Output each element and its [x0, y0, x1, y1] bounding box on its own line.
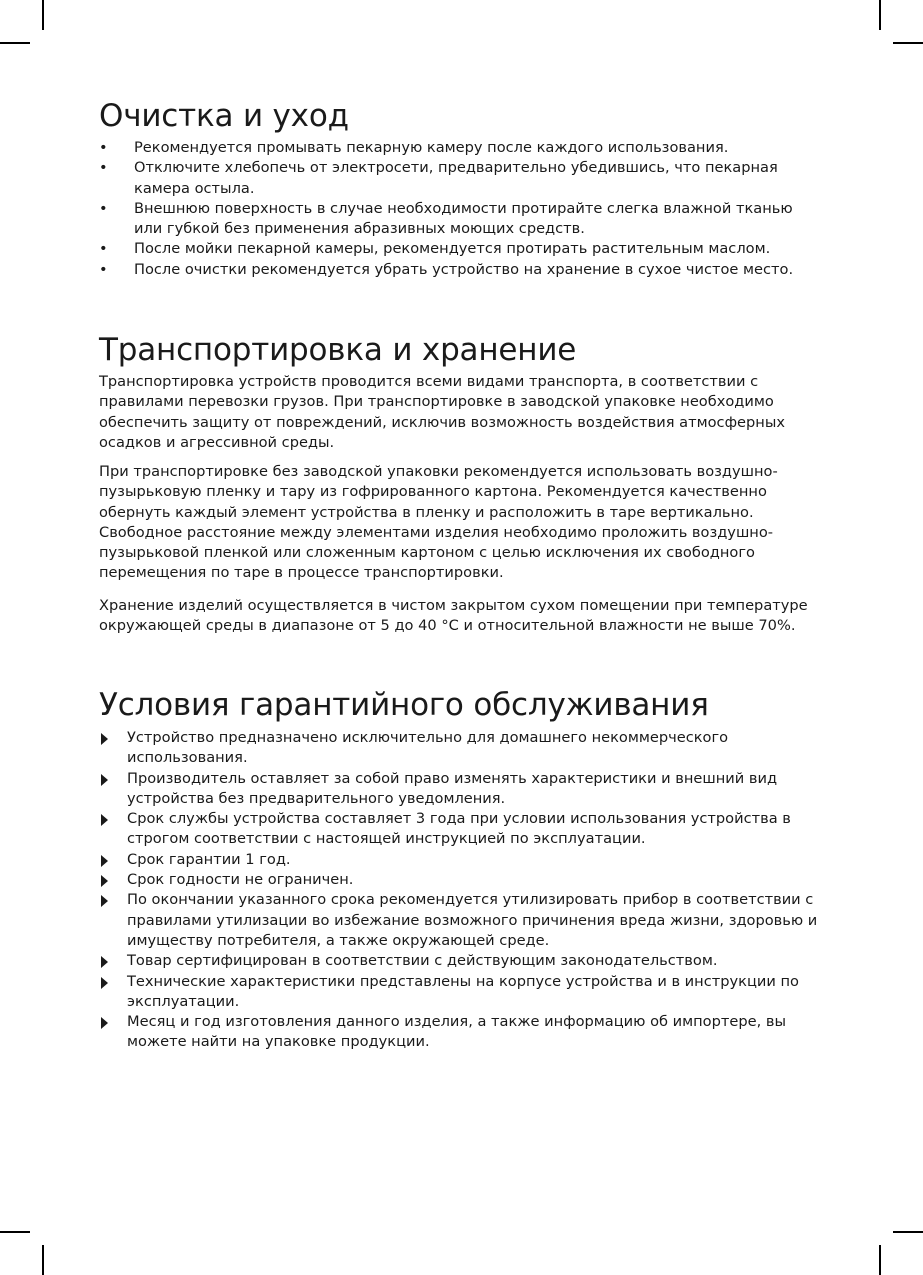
- warranty-item-text: Месяц и год изготовления данного изделия, а также информацию об импортере, вы можете найти на упаковке продукции.: [127, 1013, 786, 1051]
- warranty-item-text: Устройство предназначено исключительно для домашнего некоммерческого использования.: [127, 729, 729, 767]
- crop-mark-bottom-left-horizontal: [0, 1231, 30, 1233]
- warranty-item-text: Срок службы устройства составляет 3 года при условии использования устройства в строгом соответствии с настоящей инструкцией по эксплуатации.: [127, 810, 791, 848]
- warranty-item-text: Товар сертифицирован в соответствии с действующим законодательством.: [127, 952, 718, 970]
- bullet-dot: •: [99, 139, 108, 156]
- warranty-list: [99, 728, 829, 1053]
- crop-mark-top-right-horizontal: [893, 42, 923, 44]
- crop-mark-bottom-left-vertical: [42, 1245, 44, 1275]
- storage-paragraph: Хранение изделий осуществляется в чистом закрытом сухом помещении при температуре окружающей среды в диапазоне от 5 до 40 °С и относительной влажности не выше 70%.: [99, 597, 808, 635]
- triangle-bullet-icon: [101, 855, 108, 867]
- list-item: [99, 260, 819, 280]
- cleaning-title: Очистка и уход: [99, 98, 349, 134]
- triangle-bullet-icon: [101, 977, 108, 989]
- crop-mark-top-left-vertical: [42, 0, 44, 30]
- list-item: [99, 850, 829, 870]
- crop-mark-top-right-vertical: [879, 0, 881, 30]
- warranty-item-text: Производитель оставляет за собой право изменять характеристики и внешний вид устройства без предварительного уведомления.: [127, 769, 778, 807]
- triangle-bullet-icon: [101, 895, 108, 907]
- warranty-item-text: Технические характеристики представлены на корпусе устройства и в инструкции по эксплуатации.: [127, 972, 799, 1010]
- triangle-bullet-icon: [101, 875, 108, 887]
- warranty-item-text: По окончании указанного срока рекомендуется утилизировать прибор в соответствии с правилами утилизации во избежание возможного причинения вреда жизни, здоровью и имуществу потребителя, а также окружающей среде.: [127, 891, 818, 949]
- bullet-dot: •: [99, 199, 108, 217]
- list-item: [99, 890, 829, 951]
- list-item: [99, 239, 819, 259]
- triangle-bullet-icon: [101, 1017, 108, 1029]
- list-item: [99, 199, 819, 240]
- bullet-dot: •: [99, 240, 108, 258]
- triangle-bullet-icon: [101, 733, 108, 745]
- triangle-bullet-icon: [101, 814, 108, 826]
- transport-paragraph-2: При транспортировке без заводской упаковки рекомендуется использовать воздушно-пузырьковую пленку и тару из гофрированного картона. Рекомендуется качественно обернуть каждый элемент устройства в пленку и расположить в таре вертикально. Свободное расстояние между элементами изделия необходимо проложить воздушно-пузырьковой пленкой или сложенным картоном с целью исключения их свободного перемещения по таре в процессе транспортировки.: [99, 463, 778, 582]
- crop-mark-top-left-horizontal: [0, 42, 30, 44]
- list-item: [99, 809, 829, 850]
- cleaning-item-text: Отключите хлебопечь от электросети, предварительно убедившись, что пекарная камера остыла.: [134, 159, 778, 197]
- list-item: [99, 769, 829, 810]
- crop-mark-bottom-right-horizontal: [893, 1231, 923, 1233]
- triangle-bullet-icon: [101, 956, 108, 968]
- list-item: [99, 728, 829, 769]
- bullet-dot: •: [99, 159, 108, 177]
- cleaning-item-text: Рекомендуется промывать пекарную камеру после каждого использования.: [134, 139, 729, 156]
- list-item: [99, 158, 819, 199]
- transport-title: Транспортировка и хранение: [99, 332, 577, 368]
- transport-paragraph-1: Транспортировка устройств проводится всеми видами транспорта, в соответствии с правилами перевозки грузов. При транспортировке в заводской упаковке необходимо обеспечить защиту от повреждений, исключив возможность воздействия атмосферных осадков и агрессивной среды.: [99, 373, 785, 451]
- list-item: [99, 1012, 829, 1053]
- list-item: [99, 972, 829, 1013]
- list-item: [99, 138, 819, 158]
- cleaning-item-text: Внешнюю поверхность в случае необходимости протирайте слегка влажной тканью или губкой без применения абразивных моющих средств.: [134, 199, 793, 238]
- list-item: [99, 951, 829, 971]
- crop-mark-bottom-right-vertical: [879, 1245, 881, 1275]
- cleaning-item-text: После очистки рекомендуется убрать устройство на хранение в сухое чистое место.: [134, 260, 794, 278]
- warranty-item-text: Срок гарантии 1 год.: [127, 850, 291, 868]
- bullet-dot: •: [99, 260, 108, 278]
- cleaning-item-text: После мойки пекарной камеры, рекомендуется протирать растительным маслом.: [134, 240, 771, 258]
- warranty-title: Условия гарантийного обслуживания: [99, 687, 709, 723]
- triangle-bullet-icon: [101, 774, 108, 786]
- cleaning-list: [99, 138, 819, 280]
- list-item: [99, 870, 829, 890]
- warranty-item-text: Срок годности не ограничен.: [127, 871, 354, 889]
